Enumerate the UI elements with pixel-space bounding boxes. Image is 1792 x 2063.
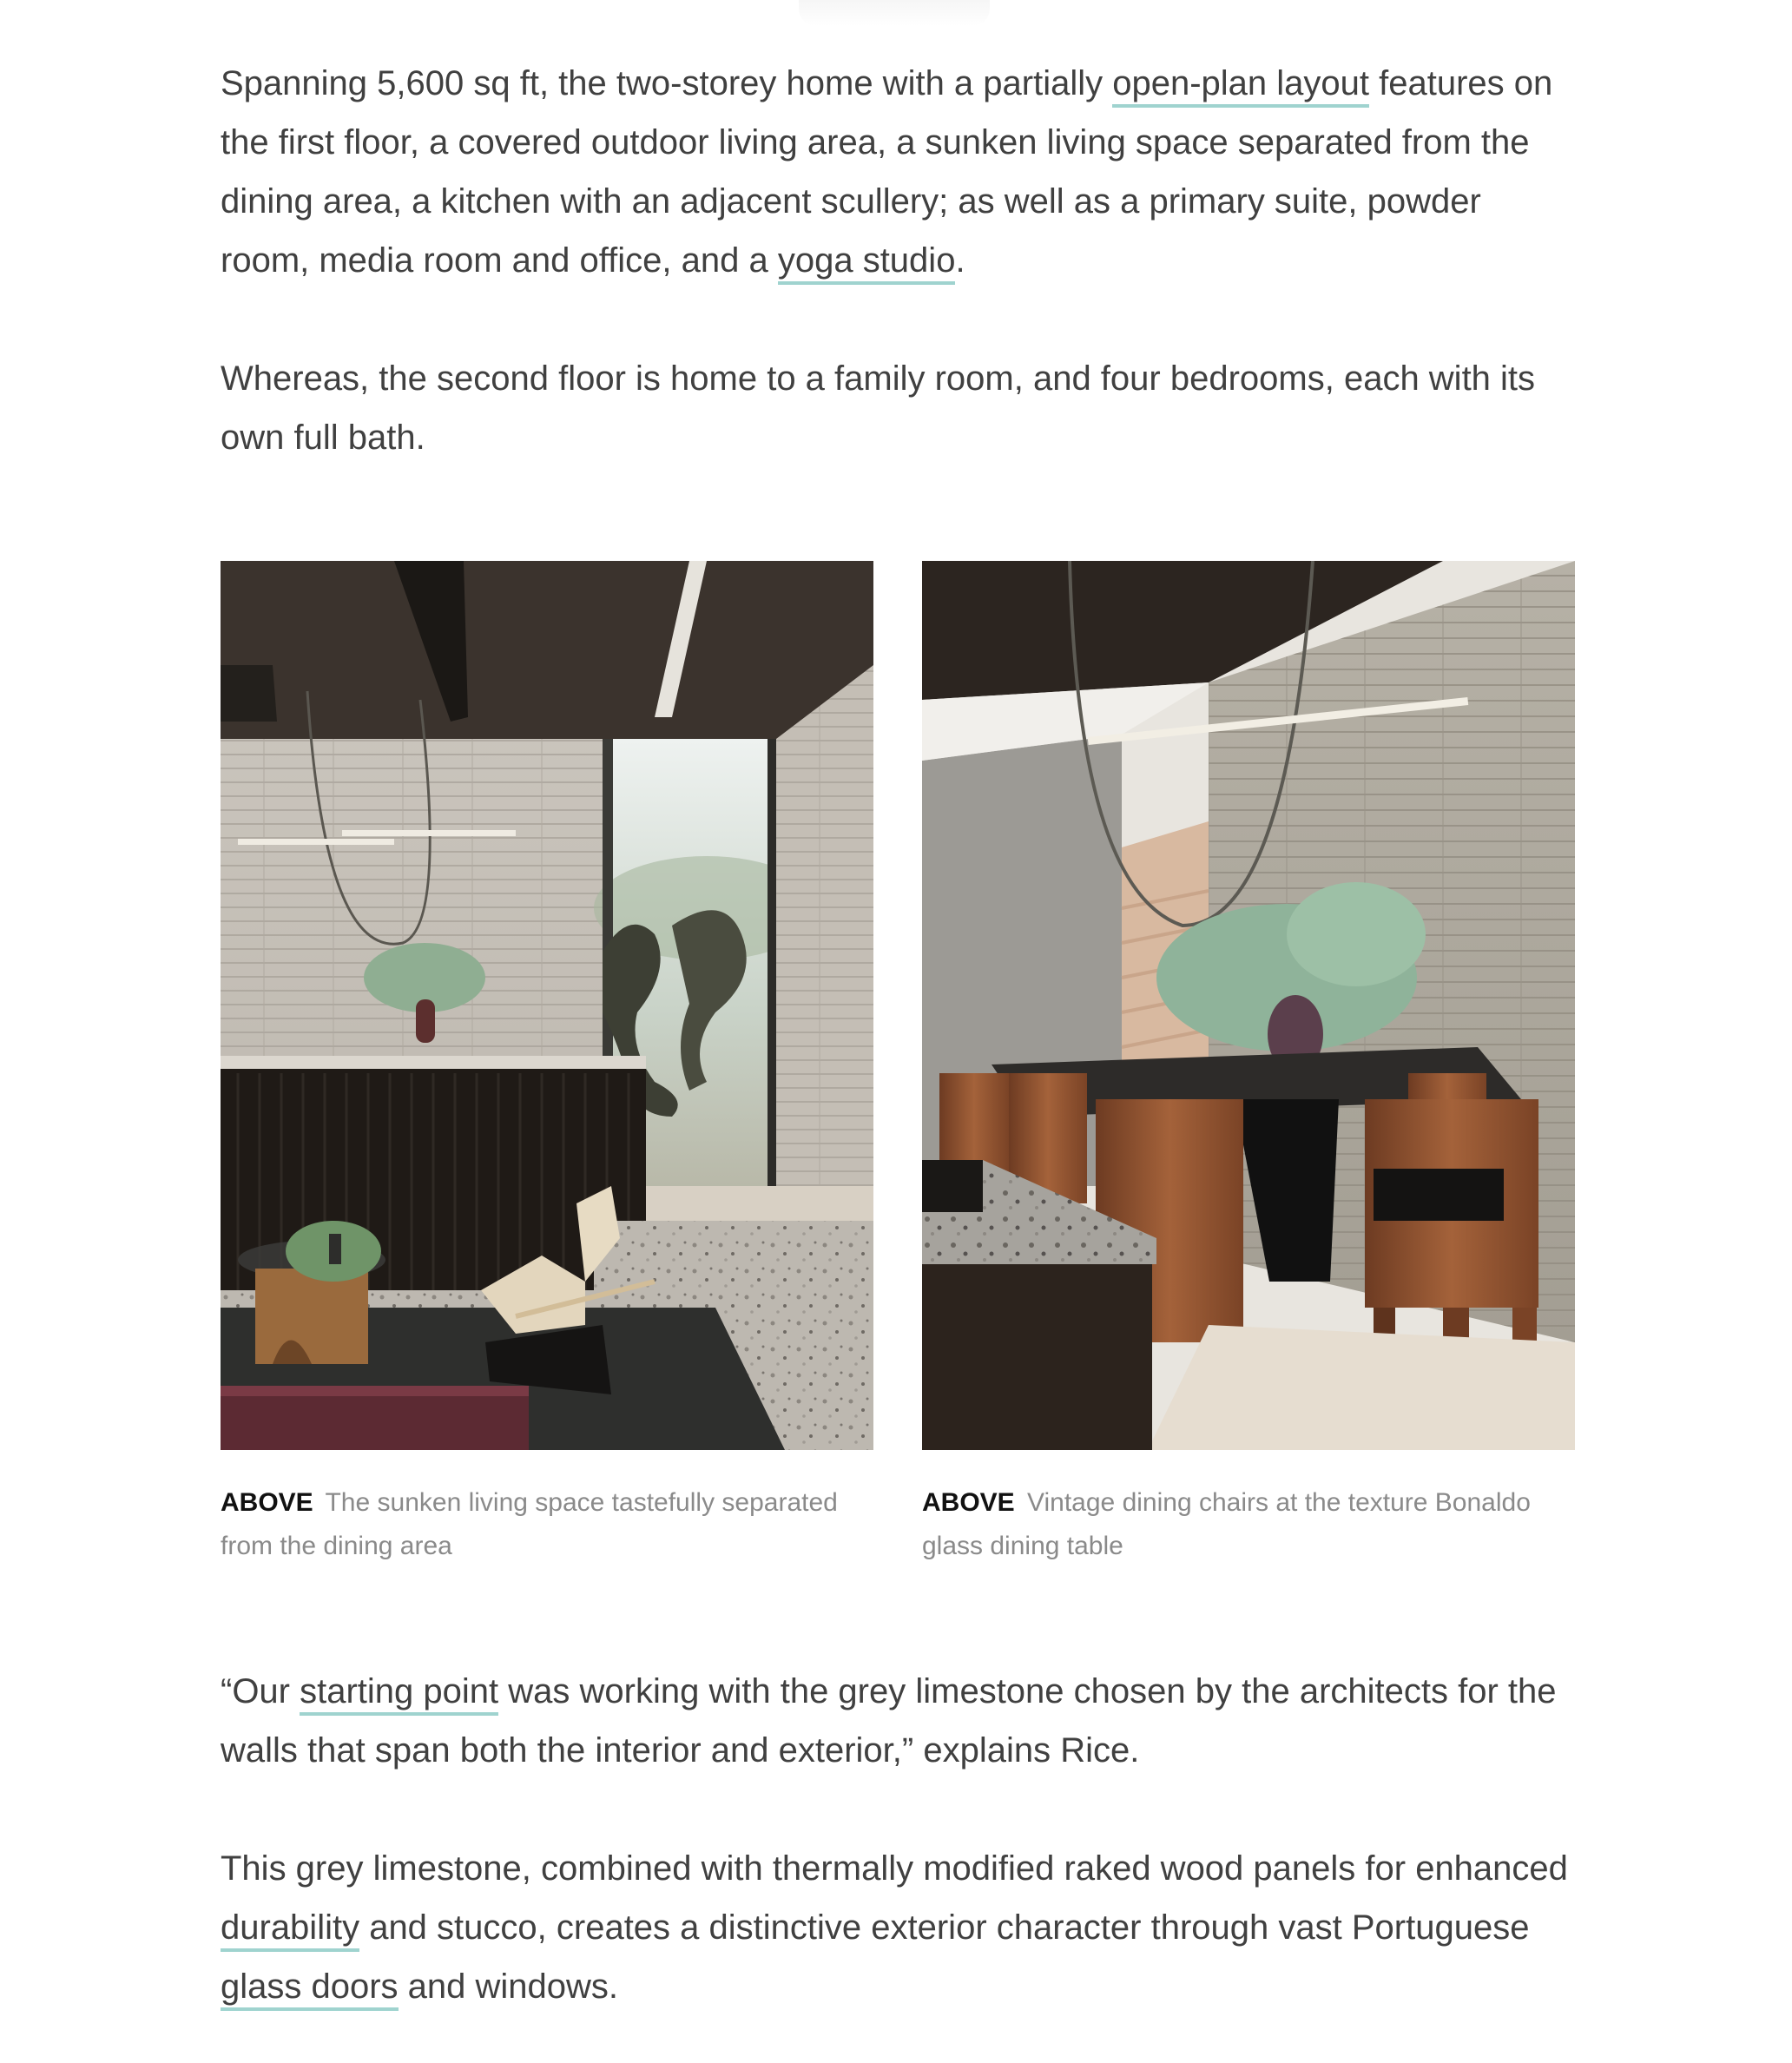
paragraph-text: was working with the grey limestone chosen by the architects for the walls that span both the interior and exterior,” explains Rice. xyxy=(221,1672,1557,1770)
body-paragraph xyxy=(221,1839,1575,2016)
inline-link[interactable]: glass doors xyxy=(221,1967,399,2011)
figure-dining-room xyxy=(922,561,1575,1568)
caption-text: The sunken living space tastefully separated from the dining area xyxy=(221,1488,838,1560)
caption-text: Vintage dining chairs at the texture Bonaldo glass dining table xyxy=(922,1488,1531,1560)
article-body xyxy=(221,54,1575,2016)
top-paragraphs xyxy=(221,54,1575,467)
sunken-living-space-photo xyxy=(221,561,873,1450)
caption-tag: ABOVE xyxy=(922,1488,1015,1517)
paragraph-text: Spanning 5,600 sq ft, the two-storey home with a partially xyxy=(221,64,1113,102)
paragraph-text: and windows. xyxy=(398,1967,619,2006)
body-paragraph xyxy=(221,1662,1575,1780)
inline-link[interactable]: durability xyxy=(221,1908,359,1952)
paragraph-text: This grey limestone, combined with thermally modified raked wood panels for enhanced xyxy=(221,1849,1568,1888)
dining-room-photo xyxy=(922,561,1575,1450)
image-pair xyxy=(221,561,1575,1568)
figure-caption xyxy=(221,1481,873,1568)
paragraph-text: features on the first floor, a covered outdoor living area, a sunken living space separated from the dining area, a kitchen with an adjacent scullery; as well as a primary suite, powder room, media room and office, and a xyxy=(221,64,1553,280)
figure-caption xyxy=(922,1481,1575,1568)
caption-tag: ABOVE xyxy=(221,1488,313,1517)
paragraph-text: Whereas, the second floor is home to a family room, and four bedrooms, each with its own full bath. xyxy=(221,359,1536,457)
paragraph-text: . xyxy=(955,241,965,280)
body-paragraph xyxy=(221,54,1575,290)
inline-link[interactable]: yoga studio xyxy=(778,241,956,285)
figure-living-space xyxy=(221,561,873,1568)
inline-link[interactable]: starting point xyxy=(300,1672,498,1716)
paragraph-text: and stucco, creates a distinctive exterior character through vast Portuguese xyxy=(359,1908,1530,1947)
paragraph-text: “Our xyxy=(221,1672,300,1710)
body-paragraph xyxy=(221,349,1575,467)
top-fade xyxy=(799,0,990,26)
bottom-paragraphs xyxy=(221,1662,1575,2016)
inline-link[interactable]: open-plan layout xyxy=(1112,64,1369,108)
